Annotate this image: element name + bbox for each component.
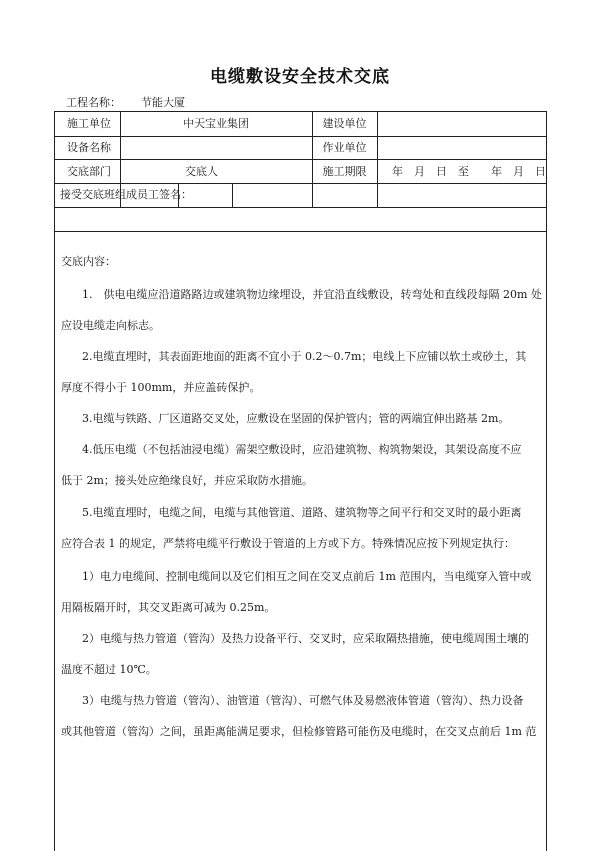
handover-dept-label: 交底部门: [67, 165, 111, 178]
construction-unit-value: 中天宝业集团: [183, 117, 249, 130]
document-title: 电缆敷设安全技术交底: [210, 67, 390, 87]
column-divider: [377, 183, 378, 207]
content-line: 厚度不得小于 100mm，并应盖砖保护。: [61, 381, 261, 394]
project-name-row: [66, 94, 185, 110]
signature-label: 接受交底班组成员工签名：: [60, 188, 192, 201]
content-line: 2.电缆直埋时，其表面距地面的距离不宜小于 0.2～0.7m；电线上下应铺以软土或砂土，其: [82, 350, 527, 363]
row-divider: [55, 207, 546, 208]
content-line: 2）电缆与热力管道（管沟）及热力设备平行、交叉时，应采取隔热措施，使电缆周围土壤的: [82, 632, 529, 645]
content-line: 应符合表 1 的规定，严禁将电缆平行敷设于管道的上方或下方。特殊情况应按下列规定执行：: [61, 537, 515, 550]
column-divider: [312, 183, 313, 207]
work-unit-label: 作业单位: [322, 141, 367, 154]
row-divider: [55, 231, 546, 232]
content-line: 1. 供电电缆应沿道路路边或建筑物边缘埋设，并宜沿直线敷设，转弯处和直线段每隔 20m 处: [82, 288, 542, 301]
content-line: 温度不超过 10℃。: [61, 663, 157, 676]
row-divider: [55, 183, 546, 184]
content-line: 用隔板隔开时，其交叉距离可减为 0.25m。: [61, 601, 276, 614]
project-name-value: 节能大厦: [141, 96, 185, 109]
content-line: 1）电力电缆间、控制电缆间以及它们相互之间在交叉点前后 1m 范围内，当电缆穿入管中或: [82, 570, 532, 583]
content-line: 或其他管道（管沟）之间，虽距离能满足要求，但检修管路可能伤及电缆时，在交叉点前后 1m 范: [61, 725, 537, 738]
construction-period-label: 施工期限: [322, 165, 367, 178]
build-unit-label: 建设单位: [322, 117, 367, 130]
disclosure-form: [54, 111, 547, 851]
content-line: 低于 2m；接头处应绝缘良好，并应采取防水措施。: [61, 474, 313, 487]
row-divider: [55, 136, 546, 137]
project-name-label: 工程名称：: [66, 96, 121, 109]
content-line: 3）电缆与热力管道（管沟）、油管道（管沟）、可燃气体及易燃液体管道（管沟）、热力设备: [82, 694, 524, 707]
column-divider: [377, 112, 378, 183]
construction-period-value: 年 月 日 至 年 月 日: [392, 165, 546, 178]
content-line: 3.电缆与铁路、厂区道路交叉处，应敷设在坚固的保护管内；管的两端宜伸出路基 2m。: [82, 412, 510, 425]
construction-unit-label: 施工单位: [67, 117, 111, 130]
content-line: 5.电缆直埋时，电缆之间，电缆与其他管道、道路、建筑物等之间平行和交叉时的最小距离: [82, 506, 522, 519]
handover-person-label: 交底人: [185, 165, 218, 178]
row-divider: [55, 159, 546, 160]
content-line: 4.低压电缆（不包括油浸电缆）需架空敷设时，应沿建筑物、构筑物架设，其架设高度不应: [82, 443, 522, 456]
content-line: 应设电缆走向标志。: [61, 319, 160, 332]
content-heading: 交底内容：: [61, 255, 116, 268]
column-divider: [232, 183, 233, 207]
equipment-name-label: 设备名称: [67, 141, 111, 154]
